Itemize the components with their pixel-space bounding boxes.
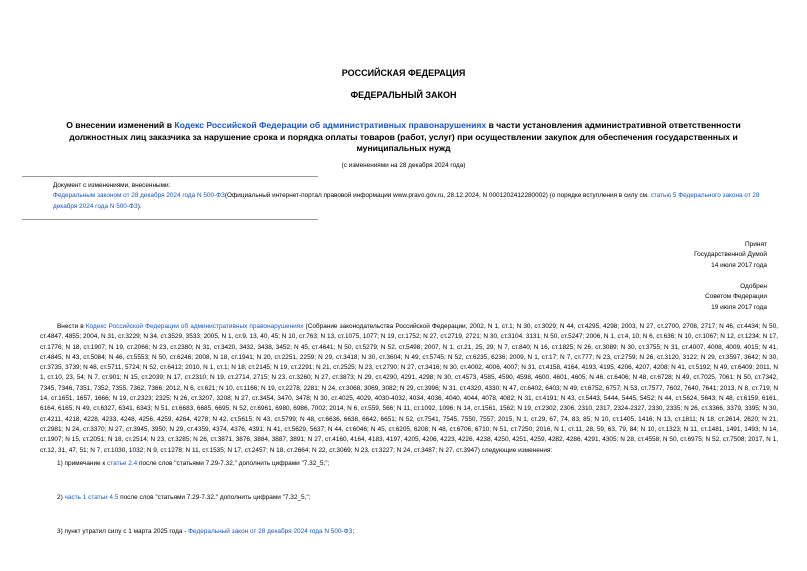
item-3-text: ; xyxy=(352,528,355,535)
item-1-prefix: 1) примечание к xyxy=(57,460,108,467)
doc-info-label: Документ с изменениями, внесенными: xyxy=(53,182,171,189)
header-country: РОССИЙСКАЯ ФЕДЕРАЦИЯ xyxy=(341,68,466,78)
article-5-link[interactable]: статью 5 Федерального закона от 28 декабря 2024 года N 500-ФЗ xyxy=(53,192,760,210)
law-500-fz-link[interactable]: Федеральный закон от 28 декабря 2024 года N 500-ФЗ xyxy=(188,528,353,535)
doc-info-block xyxy=(53,181,773,212)
doc-info-text: (Официальный интернет-портал правовой информации www.pravo.gov.ru, 28.12.2024, N 0001202412280002) (о порядке вступления в силу см. xyxy=(224,192,651,200)
adopted-label: Принят xyxy=(744,241,767,248)
title-code-link[interactable]: Кодекс Российской Федерации об административных правонарушениях xyxy=(174,120,487,130)
divider-top xyxy=(22,176,318,177)
document-title xyxy=(48,120,759,155)
adopted-date: 14 июля 2017 года xyxy=(711,261,767,269)
doc-info-body xyxy=(53,191,773,212)
header-law-type: ФЕДЕРАЛЬНЫЙ ЗАКОН xyxy=(350,90,457,100)
main-paragraph xyxy=(40,322,778,456)
item-1-text: после слов "статьями 7.29-7.32," дополнить цифрами "7.32_5,"; xyxy=(137,460,330,467)
title-suffix: в части установления административной ответственности должностных лиц заказчика за нарушение срока и порядка оплаты товаров (работ, услуг) при осуществлении закупок для обеспечения государственных и муниципальных нужд xyxy=(69,120,741,153)
list-item-3 xyxy=(57,527,777,537)
approved-date: 19 июля 2017 года xyxy=(711,303,767,311)
adopted-block xyxy=(567,240,767,271)
doc-info-end: ). xyxy=(137,202,142,210)
divider-bottom xyxy=(22,219,318,220)
item-3-prefix: 3) пункт утратил силу с 1 марта 2025 года - xyxy=(57,528,189,535)
item-2-text: после слов "статьями 7.29-7.32," дополнить цифрами "7.32_5,"; xyxy=(118,494,311,501)
adopted-body: Государственной Думой xyxy=(694,251,767,259)
item-2-prefix: 2) xyxy=(57,494,65,501)
main-code-link[interactable]: Кодекс Российской Федерации об административных правонарушениях xyxy=(85,323,304,330)
approved-block xyxy=(567,282,767,313)
changes-note: (с изменениями на 28 декабря 2024 года) xyxy=(341,162,466,169)
main-text: (Собрание законодательства Российской Федерации, 2002, N 1, ст.1; N 30, ст.3029; N 44, ст.4295, 4298; 2003, N 27, ст.2700, 2708, 2717; N 46, ст.4434; N 50, ст.4847, 4855; 2004, N 31, ст.3229; N 34, ст.3529, 3533; 2005, N 1, ст.9, 13, 40, 45; N 10, ст.763; N 13, ст.1075, 1077; N 19, ст.1752; N 27, ст.2719, 2721; N 30, ст.3104, 3131; N 50, ст.5247; 2006, N 1, ст.4, 10; N 6, ст.636; N 10, ст.1067; N 12, ст.1234; N 17, ст.1776; N 18, ст.1907; N 19, ст.2066; N 23, ст.2380; N 31, ст.3420, 3432, 3438, 3452; N 45, ст.4641; N 50, ст.5279; N 52, ст.5498; 2007, N 1, ст.21, 25, 29; N 7, ст.840; N 16, ст.1825; N 26, ст.3089; N 30, ст.3755; N 31, ст.4007, 4008, 4009, 4015; N 41, ст.4845; N 43, ст.5084; N 46, ст.5553; N 50, ст.6246; 2008, N 18, ст.1941; N 20, ст.2251, 2259; N 29, ст.3418; N 30, ст.3604; N 49, ст.5745; N 52, ст.6235, 6236; 2009, N 1, ст.17; N 7, ст.777; N 23, ст.2759; N 26, ст.3120, 3122; N 29, ст.3597, 3642; N 30, ст.3735, 3739; N 48, ст.5711, 5724; N 52, ст.6412; 2010, N 1, ст.1; N 18, ст.2145; N 19, ст.2291; N 21, ст.2525; N 23, ст.2790; N 27, ст.3416; N 30, ст.4002, 4006, 4007; N 31, ст.4158, 4164, 4193, 4195, 4206, 4207, 4208; N 41, ст.5192; N 49, ст.6409; 2011, N 1, ст.10, 23, 54; N 7, ст.901; N 15, ст.2039; N 17, ст.2310; N 19, ст.2714, 2715; N 23, ст.3260; N 27, ст.3873; N 29, ст.4290, 4291, 4298; N 30, ст.4573, 4585, 4590, 4598, 4600, 4601, 4605; N 46, ст.6406; N 48, ст.6728; N 49, ст.7025, 7061; N 50, ст.7342, 7345, 7346, 7351, 7352, 7355, 7362, 7366; 2012, N 6, ст.621; N 10, ст.1166; N 19, ст.2278, 2281; N 24, ст.3068, 3069, 3082; N 29, ст.3996; N 31, ст.4320, 4330; N 47, ст.6402, 6403; N 49, ст.6752, 6757; N 53, ст.7577, 7602, 7640, 7641; 2013, N 8, ст.719; N 14, ст.1651, 1657, 1666; N 19, ст.2323; 2325; N 26, ст.3207, 3208; N 27, ст.3454, 3470, 3478; N 30, ст.4025, 4029, 4030-4032, 4034, 4036, 4040, 4044, 4078, 4082; N 31, ст.4191; N 43, ст.5443, 5444, 5445, 5452; N 44, ст.5624, 5643; N 48, ст.6159, 6161, 6164, 6165; N 49, ст.6327, 6341, 6343; N 51, ст.6683, 6685, 6695; N 52, ст.6961, 6980, 6986, 7002; 2014, N 6, ст.559, 566; N 11, ст.1092, 1096; N 14, ст.1561, 1562; N 19, ст.2302, 2306, 2310, 2317, 2324-2327, 2330, 2335; N 26, ст.3366, 3379, 3395; N 30, ст.4211, 4218, 4228, 4233, 4248, 4256, 4259, 4264, 4278; N 42, ст.5615; N 43, ст.5799; N 48, ст.6636, 6638, 6642, 6651; N 52, ст.7541, 7545, 7550, 7557; 2015, N 1, ст.29, 67, 74, 83, 85; N 10, ст.1405, 1416; N 13, ст.1811; N 18, ст.2614, 2620; N 21, ст.2981; N 24, ст.3370; N 27, ст.3945, 3950; N 29, ст.4359, 4374, 4376, 4391; N 41, ст.5629, 5637; N 44, ст.6046; N 45, ст.6205, 6208; N 48, ст.6706, 6710; N 51, ст.7250; 2016, N 1, ст.11, 28, 59, 63, 79, 84; N 10, ст.1323; N 11, ст.1481, 1491, 1493; N 14, ст.1907; N 15, ст.2051; N 18, ст.2514; N 23, ст.3285; N 26, ст.3871, 3876, 3884, 3887, 3891; N 27, ст.4160, 4164, 4183, 4197, 4205, 4206, 4223, 4226, 4238, 4250, 4251, 4259, 4282, 4286, 4291, 4305; N 28, ст.4558; N 50, ст.6975; N 52, ст.7508; 2017, N 1, ст.12, 31, 47, 51; N 7, ст.1030, 1032; N 9, ст.1278; N 11, ст.1535; N 17, ст.2457; N 18, ст.2664; N 22, ст.3069; N 23, ст.3227; N 24, ст.3487; N 27, ст.3947) следующие изменения: xyxy=(40,323,778,454)
title-prefix: О внесении изменений в xyxy=(66,120,175,130)
approved-label: Одобрен xyxy=(740,283,767,290)
list-item-1 xyxy=(57,459,777,469)
article-4-5-link[interactable]: часть 1 статьи 4.5 xyxy=(64,494,119,501)
article-2-4-link[interactable]: статье 2.4 xyxy=(107,460,138,467)
main-prefix: Внести в xyxy=(57,323,86,330)
amending-law-link[interactable]: Федеральным законом от 28 декабря 2024 года N 500-ФЗ xyxy=(53,192,225,200)
approved-body: Советом Федерации xyxy=(705,293,767,301)
list-item-2 xyxy=(57,493,777,503)
